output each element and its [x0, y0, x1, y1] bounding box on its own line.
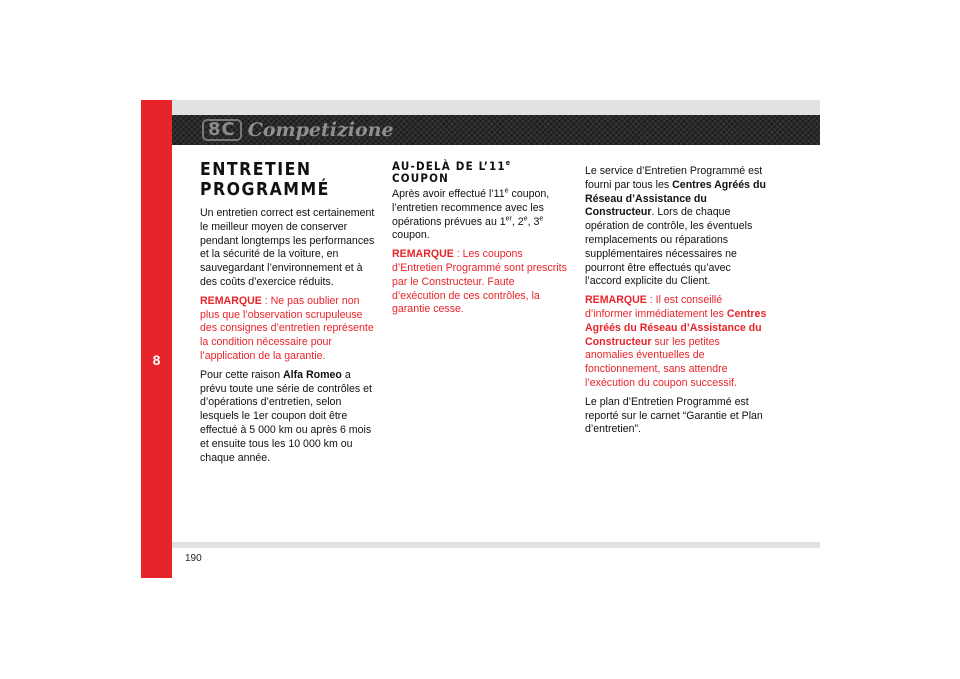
superscript: e [523, 215, 528, 223]
note-text: sur les petites anomalies éventuelles de fonctionnement, sans attendre l’exécution du coupon successif. [585, 335, 737, 389]
superscript: e [504, 187, 509, 195]
text-span: coupon, l’entretien recommence avec les opérations prévues au 1 [392, 188, 550, 228]
subtitle-text: AU-DELÀ DE L’11 [392, 159, 506, 173]
page-number: 190 [185, 553, 202, 564]
text-span: Le service d’Entretien Programmé est fourni par tous les [585, 165, 763, 191]
note-paragraph [392, 248, 570, 317]
note-label: REMARQUE [392, 248, 454, 261]
text-span: Pour cette raison [200, 368, 284, 381]
column-3 [585, 165, 767, 442]
superscript: er [505, 215, 512, 223]
superscript: e [539, 215, 544, 223]
text-span: . Lors de chaque opération de contrôle, les éventuels remplacements ou réparations supplémentaires nécessaires ne pourront être effectués qu’avec l’accord explicite du Client. [585, 206, 753, 288]
chapter-tab [141, 100, 172, 578]
text-span: , 2 [511, 215, 524, 228]
note-text: : Ne pas oublier non plus que l’observation scrupuleuse des consignes d’entretien représente la condition nécessaire pour l’application de la garantie. [200, 294, 374, 362]
logo-mark: 8C [202, 119, 242, 141]
section-subtitle [392, 160, 570, 184]
brand-logo [202, 118, 394, 142]
intro-paragraph: Un entretien correct est certainement le meilleur moyen de conserver pendant longtemps les performances et la sécurité de la voiture, en sauvegardant l’environnement et à des coûts d’exercice réduits. [200, 207, 375, 288]
text-span: a prévu toute une série de contrôles et d’opérations d’entretien, selon lesquels le 1er coupon doit être effectué à 5 000 km ou après 6 mois et ensuite tous les 10 000 km ou chaque année. [200, 368, 372, 464]
text-span: coupon. [392, 229, 430, 242]
title-line-1: ENTRETIEN [200, 160, 312, 180]
header-band [172, 100, 820, 115]
column-1 [200, 160, 375, 470]
subtitle-text: COUPON [392, 171, 450, 185]
text-span: Après avoir effectué l’11 [392, 188, 505, 200]
section-title [200, 160, 375, 200]
chapter-number: 8 [152, 352, 161, 368]
column-2 [392, 160, 570, 322]
title-line-2: PROGRAMMÉ [200, 180, 330, 200]
bold-text: Centres Agréés du Réseau d’Assistance du Constructeur [585, 307, 767, 348]
note-label: REMARQUE [585, 294, 647, 307]
note-text: : Il est conseillé d’informer immédiatement les [585, 294, 727, 320]
header-banner [172, 115, 820, 145]
note-paragraph [585, 294, 767, 391]
service-paragraph [585, 165, 767, 289]
coupon-paragraph [392, 188, 570, 243]
note-label: REMARQUE [200, 294, 262, 307]
bold-text: Centres Agréés du Réseau d’Assistance du Constructeur [585, 178, 766, 219]
footer-band [172, 542, 820, 548]
note-paragraph [200, 295, 375, 364]
plan-paragraph: Le plan d’Entretien Programmé est reporté sur le carnet “Garantie et Plan d’entretien”. [585, 395, 763, 436]
brand-name: Alfa Romeo [283, 368, 342, 381]
superscript: e [505, 159, 512, 168]
note-text: : Les coupons d’Entretien Programmé sont prescrits par le Constructeur. Faute d’exécution de ces contrôles, la garantie cesse. [392, 248, 567, 316]
logo-script: Competizione [247, 119, 394, 141]
schedule-paragraph [200, 369, 375, 466]
text-span: , 3 [527, 215, 540, 228]
